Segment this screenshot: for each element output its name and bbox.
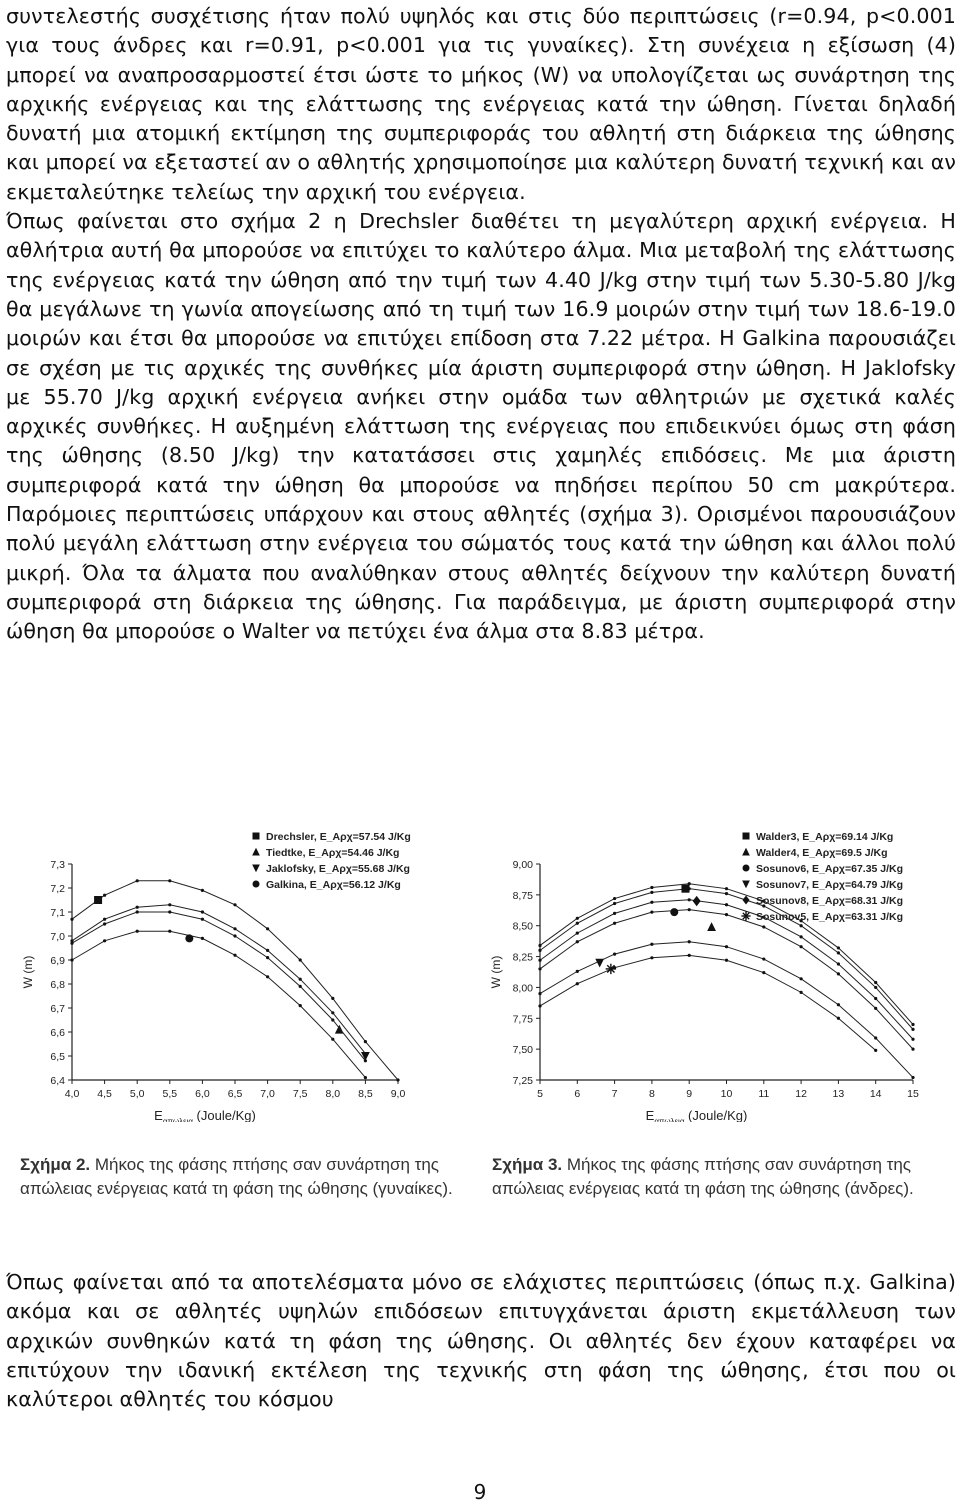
series-point (168, 930, 171, 933)
series-point (800, 977, 803, 980)
x-tick-label: 9 (686, 1088, 693, 1100)
figure-3-svg (478, 822, 948, 1122)
measured-point-circle (670, 908, 678, 916)
legend-label: Sosunov6, E_Αρχ=67.35 J/Kg (756, 863, 904, 875)
series-point (613, 912, 616, 915)
caption-text: Μήκος της φάσης πτήσης σαν συνάρτηση της απώλειας ενέργειας κατά τη φάση της ώθησης (άνδρες). (492, 1155, 914, 1198)
x-axis-label: $E_{\alpha\pi\omega\lambda\varepsilon\iota\alpha}$ (Joule/Kg) (645, 1108, 748, 1122)
figure-2-svg (20, 822, 470, 1122)
series-point (266, 975, 269, 978)
legend-label: Tiedtke, E_Αρχ=54.46 J/Kg (266, 847, 400, 859)
series-2 (70, 930, 367, 1080)
x-tick-label: 14 (869, 1088, 882, 1100)
x-tick-label: 6 (574, 1088, 581, 1100)
series-point (837, 972, 840, 975)
x-tick-label: 4,5 (97, 1088, 112, 1100)
series-4 (70, 903, 367, 1055)
y-tick-label: 7,3 (50, 859, 65, 871)
series-point (538, 959, 541, 962)
y-tick-label: 7,2 (50, 883, 65, 895)
series-point (136, 906, 139, 909)
figure-3-caption (492, 1153, 942, 1201)
series-point (725, 913, 728, 916)
series-point (201, 937, 204, 940)
series-point (911, 1048, 914, 1051)
paragraph-text: συντελεστής συσχέτισης ήταν πολύ υψηλός και στις δύο περιπτώσεις (r=0.94, p<0.001 για τους άνδρες και r=0.91, p<0.001 για τις γυναίκες). Στη συνέχεια η εξίσωση (4) μπορεί να αναπροσαρμοστεί έτσι ώστε το μήκος (W) να υπολογίζεται ως συνάρτηση της αρχικής ενέργειας και της ελάττωσης της ενέργειας κατά την ώθηση. Γίνεται δηλαδή δυνατή μια ατομική εκτίμηση της συμπεριφοράς του αθλητή στη διάρκεια της ώθησης και μπορεί να εξεταστεί αν ο αθλητής χρησιμοποίησε μια καλύτερη δυνατή τεχνική και αν εκμεταλεύτηκε τελείως την αρχική του ενέργεια. (6, 4, 956, 204)
series-point (911, 1038, 914, 1041)
series-point (233, 934, 236, 937)
y-tick-label: 7,75 (512, 1013, 533, 1026)
series-point (613, 902, 616, 905)
series-point (725, 892, 728, 895)
series-point (396, 1078, 399, 1081)
series-point (266, 927, 269, 930)
legend-marker-diamond (743, 895, 750, 904)
series-point (650, 891, 653, 894)
x-tick-label: 13 (832, 1088, 845, 1100)
series-6 (538, 954, 877, 1052)
y-tick-label: 7,0 (50, 931, 65, 943)
series-point (168, 903, 171, 906)
y-tick-label: 6,8 (50, 979, 65, 991)
legend-marker-circle (743, 865, 750, 872)
series-point (299, 978, 302, 981)
body-paragraph-2 (6, 1268, 956, 1414)
series-point (650, 956, 653, 959)
y-tick-label: 7,50 (512, 1044, 533, 1057)
series-point (874, 1036, 877, 1039)
series-point (331, 1038, 334, 1041)
x-tick-label: 9,0 (390, 1088, 406, 1100)
legend-marker-square (743, 833, 750, 840)
series-line (540, 942, 913, 1078)
legend-label: Walder4, E_Αρχ=69.5 J/Kg (756, 847, 888, 859)
series-point (538, 944, 541, 947)
series-point (576, 922, 579, 925)
series-point (613, 953, 616, 956)
series-point (233, 954, 236, 957)
measured-point-triangle-down (595, 959, 604, 968)
series-point (576, 982, 579, 985)
measured-point-square (681, 885, 689, 893)
y-tick-label: 8,50 (512, 920, 533, 933)
series-point (576, 940, 579, 943)
series-3 (538, 908, 914, 1051)
series-point (233, 903, 236, 906)
series-point (613, 922, 616, 925)
x-tick-label: 6,0 (195, 1088, 210, 1100)
legend (252, 831, 411, 891)
series-3 (70, 910, 369, 1062)
y-tick-label: 6,6 (50, 1027, 65, 1039)
legend-label: Jaklofsky, E_Αρχ=55.68 J/Kg (266, 863, 410, 875)
caption-text: Μήκος της φάσης πτήσης σαν συνάρτηση της απώλειας ενέργειας κατά τη φάση της ώθησης (γυναίκες). (20, 1155, 453, 1198)
series-point (136, 910, 139, 913)
series-point (800, 991, 803, 994)
series-point (103, 918, 106, 921)
series-line (540, 910, 913, 1049)
series-point (911, 1028, 914, 1031)
series-point (103, 894, 106, 897)
series-point (837, 1003, 840, 1006)
legend-marker-triangle-down (252, 865, 260, 873)
legend-marker-triangle-down (742, 881, 750, 889)
series-point (837, 946, 840, 949)
series-point (538, 949, 541, 952)
measured-point-triangle (707, 922, 716, 931)
series-point (650, 886, 653, 889)
legend-label: Sosunov5, E_Αρχ=63.31 J/Kg (756, 911, 904, 923)
series-point (538, 992, 541, 995)
series-point (266, 949, 269, 952)
series-point (201, 889, 204, 892)
series-point (837, 962, 840, 965)
series-point (331, 1011, 334, 1014)
legend-label: Walder3, E_Αρχ=69.14 J/Kg (756, 831, 894, 843)
y-tick-label: 8,00 (512, 982, 533, 995)
series-point (299, 1004, 302, 1007)
figure-2-caption (20, 1153, 470, 1201)
series-point (136, 879, 139, 882)
x-tick-label: 8,5 (358, 1088, 373, 1100)
series-point (762, 957, 765, 960)
caption-label: Σχήμα 2. (20, 1155, 91, 1174)
series-point (613, 897, 616, 900)
series-point (874, 1049, 877, 1052)
series-point (576, 917, 579, 920)
legend-marker-asterisk (741, 911, 750, 920)
paragraph-text: Όπως φαίνεται από τα αποτελέσματα μόνο σε ελάχιστες περιπτώσεις (όπως π.χ. Galkina) ακόμα και σε αθλητές υψηλών επιδόσεων επιτυγχάνεται άριστη εκμετάλλευση των αρχικών συνθηκών κατά τη φάση της ώθησης. Οι αθλητές δεν έχουν καταφέρει να επιτύχουν την ιδανική εκτέλεση της τεχνικής στη φάση της ώθησης, έτσι που οι καλύτεροι αθλητές του κόσμου (6, 1270, 956, 1412)
x-axis-label: $E_{\alpha\pi\omega\lambda\varepsilon\iota\alpha}$ (Joule/Kg) (154, 1108, 256, 1122)
y-tick-label: 6,7 (50, 1003, 65, 1015)
series-point (266, 956, 269, 959)
series-point (650, 901, 653, 904)
series-point (874, 997, 877, 1000)
series-point (725, 959, 728, 962)
legend-label: Galkina, E_Αρχ=56.12 J/Kg (266, 879, 401, 891)
figure-3-chart (478, 822, 948, 1122)
series-point (136, 930, 139, 933)
series-point (725, 887, 728, 890)
series-point (650, 911, 653, 914)
series-point (800, 935, 803, 938)
series-point (762, 971, 765, 974)
series-point (688, 898, 691, 901)
series-point (168, 910, 171, 913)
y-tick-label: 8,25 (512, 951, 533, 964)
series-point (688, 940, 691, 943)
series-point (299, 985, 302, 988)
x-tick-label: 4,0 (64, 1088, 80, 1100)
y-tick-label: 6,5 (50, 1051, 65, 1063)
x-tick-label: 8,0 (325, 1088, 341, 1100)
series-point (688, 882, 691, 885)
series-point (800, 945, 803, 948)
measured-point-circle (185, 934, 193, 942)
series-point (837, 1017, 840, 1020)
series-point (874, 1007, 877, 1010)
series-line (72, 912, 365, 1061)
x-tick-label: 5,5 (162, 1088, 178, 1100)
series-point (70, 958, 73, 961)
figure-2-chart (20, 822, 470, 1122)
x-tick-label: 7 (611, 1088, 618, 1100)
measured-point-diamond (693, 896, 701, 906)
series-point (70, 918, 73, 921)
series-point (299, 958, 302, 961)
series-point (168, 879, 171, 882)
x-tick-label: 7,0 (260, 1088, 275, 1100)
measured-point-square (94, 896, 102, 904)
series-point (874, 986, 877, 989)
legend-marker-triangle (252, 848, 260, 856)
y-tick-label: 6,4 (50, 1075, 65, 1087)
x-tick-label: 5 (537, 1088, 543, 1100)
series-point (538, 1004, 541, 1007)
series-line (72, 881, 398, 1080)
series-point (70, 939, 73, 942)
legend-label: Sosunov8, E_Αρχ=68.31 J/Kg (756, 895, 904, 907)
legend-marker-square (253, 833, 260, 840)
series-point (364, 1076, 367, 1079)
x-tick-label: 5,0 (129, 1088, 145, 1100)
body-paragraph-1 (6, 2, 956, 647)
series-point (576, 970, 579, 973)
y-tick-label: 7,1 (50, 907, 65, 919)
x-tick-label: 7,5 (292, 1088, 308, 1100)
x-tick-label: 11 (758, 1088, 770, 1100)
series-point (103, 922, 106, 925)
legend-label: Sosunov7, E_Αρχ=64.79 J/Kg (756, 879, 904, 891)
series-point (538, 967, 541, 970)
series-point (800, 924, 803, 927)
series-point (874, 981, 877, 984)
measured-point-asterisk (606, 964, 616, 974)
legend-marker-triangle (742, 848, 750, 856)
y-tick-label: 9,00 (512, 859, 533, 871)
y-tick-label: 8,75 (512, 889, 533, 902)
series-point (233, 927, 236, 930)
x-tick-label: 15 (907, 1088, 919, 1100)
series-point (331, 1018, 334, 1021)
series-point (725, 903, 728, 906)
y-axis-label: W (m) (21, 955, 35, 989)
y-axis-label: W (m) (489, 955, 503, 989)
x-tick-label: 10 (720, 1088, 733, 1100)
series-point (576, 932, 579, 935)
series-point (762, 925, 765, 928)
series-1 (70, 879, 399, 1081)
legend-marker-circle (253, 881, 260, 888)
series-point (201, 918, 204, 921)
page-number: 9 (473, 1480, 487, 1504)
series-line (540, 955, 876, 1050)
series-line (72, 931, 365, 1077)
series-point (650, 943, 653, 946)
caption-label: Σχήμα 3. (492, 1155, 563, 1174)
x-tick-label: 6,5 (227, 1088, 243, 1100)
series-point (837, 951, 840, 954)
series-point (364, 1052, 367, 1055)
legend-label: Drechsler, E_Αρχ=57.54 J/Kg (266, 831, 411, 843)
series-point (688, 954, 691, 957)
series-point (688, 908, 691, 911)
series-point (103, 939, 106, 942)
series-point (331, 997, 334, 1000)
series-point (725, 945, 728, 948)
y-tick-label: 6,9 (50, 955, 65, 967)
paragraph-text: Όπως φαίνεται στο σχήμα 2 η Drechsler διαθέτει τη μεγαλύτερη αρχική ενέργεια. Η αθλήτρια αυτή θα μπορούσε να επιτύχει το καλύτερο άλμα. Μια μεταβολή της ελάττωσης της ενέργειας κατά την ώθηση από την τιμή των 4.40 J/kg στην τιμή των 5.30-5.80 J/kg θα μεγάλωνε τη γωνία απογείωσης από τη τιμή των 16.9 μοιρών στην τιμή των 18.6-19.0 μοιρών και έτσι θα μπορούσε να επιτύχει επίδοση στα 7.22 μέτρα. Η Galkina παρουσιάζει σε σχέση με τις αρχικές της συνθήκες μία άριστη συμπεριφορά στην ώθηση. Η Jaklofsky με 55.70 J/kg αρχική ενέργεια ανήκει στην ομάδα των αθλητριών με σχετικά καλές αρχικές συνθήκες. Η αυξημένη ελάττωση της ενέργειας που επιδεικνύει όμως στη φάση της ώθησης (8.50 J/kg) την κατατάσσει στις χαμηλές επιδόσεις. Με μια άριστη συμπεριφορά κατά την ώθηση θα μπορούσε να πηδήσει περίπου 50 cm μακρύτερα. Παρόμοιες περιπτώσεις υπάρχουν και στους αθλητές (σχήμα 3). Ορισμένοι παρουσιάζουν πολύ μεγάλη ελάττωση στην ενέργεια του σώματός τους κατά την ώθηση και άλλοι πολύ μικρή. Όλα τα άλματα που αναλύθηκαν στους αθλητές δείχνουν την καλύτερη δυνατή συμπεριφορά στη διάρκεια της ώθησης. Για παράδειγμα, με άριστη συμπεριφορά στην ώθηση θα μπορούσε ο Walter να πετύχει ένα άλμα στα 8.83 μέτρα. (6, 209, 956, 644)
legend (741, 831, 903, 923)
y-tick-label: 7,25 (512, 1075, 533, 1087)
series-point (364, 1040, 367, 1043)
series-point (911, 1023, 914, 1026)
x-tick-label: 12 (795, 1088, 807, 1100)
series-point (201, 910, 204, 913)
x-tick-label: 8 (648, 1088, 655, 1100)
series-point (911, 1076, 914, 1079)
